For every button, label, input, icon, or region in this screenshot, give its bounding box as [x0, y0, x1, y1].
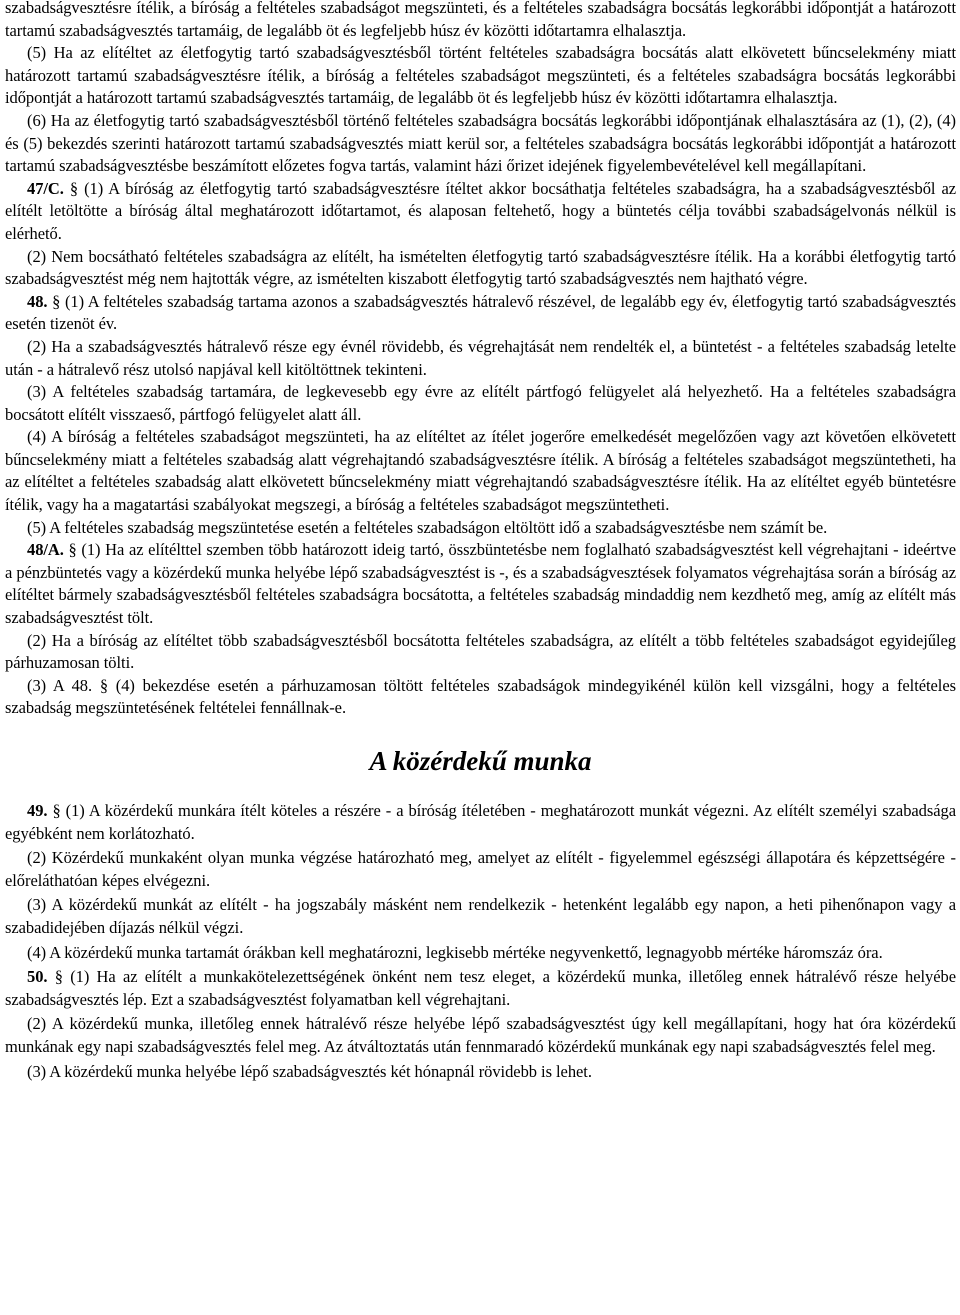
paragraph — [5, 110, 956, 178]
text-block-top — [5, 0, 956, 720]
paragraph — [5, 894, 956, 939]
paragraph-text: (5) Ha az elítéltet az életfogytig tartó szabadságvesztésből történt feltételes szabadságra bocsátás alatt elkövetett bűncselekmény miatt határozott tartamú szabadságvesztésre ítélik, a bíróság a feltételes szabadságot megszünteti, és a feltételes szabadságra bocsátás legkorábbi időpontját a határozott tartamú szabadságvesztés tartamáig, de legalább öt és legfeljebb húsz év közötti időtartamra elhalasztja. — [5, 43, 956, 108]
paragraph-text: (2) Közérdekű munkaként olyan munka végzése határozható meg, amelyet az elítélt - figyelemmel egészségi állapotára és képzettségére - előreláthatóan képes elvégezni. — [5, 848, 956, 890]
paragraph — [5, 517, 956, 540]
paragraph — [5, 942, 956, 965]
paragraph — [5, 539, 956, 629]
section-number: 48/A. — [27, 540, 64, 560]
paragraph-text: (2) Nem bocsátható feltételes szabadságra az elítélt, ha ismételten életfogytig tartó szabadságvesztésre ítélik. Ha a korábbi életfogytig tartó szabadságvesztést még nem hajtották végre, az ismételten kiszabott életfogytig tartó szabadságvesztés nem hajtható végre. — [5, 246, 956, 289]
paragraph-text: (4) A bíróság a feltételes szabadságot megszünteti, ha az elítéltet az ítélet jogerőre emelkedését megelőzően vagy azt követően elkövetett bűncselekmény miatt a feltételes szabadság alatt végrehajtandó szabadságvesztésre ítélik. A bíróság a feltételes szabadságot megszüntetheti, ha az elítéltet a feltételes szabadság alatt elkövetett bűncselekmény miatt végrehajtandó szabadságvesztésre ítélik. Ha az elítéltet egyéb büntetésre ítélik, vagy ha a magatartási szabályokat megszegi, a bíróság a feltételes szabadságot megszüntetheti. — [5, 427, 956, 515]
paragraph — [5, 246, 956, 291]
paragraph — [5, 1061, 956, 1084]
section-heading: A közérdekű munka — [369, 746, 592, 776]
paragraph — [5, 0, 956, 42]
paragraph-text: (5) A feltételes szabadság megszüntetése esetén a feltételes szabadságon eltöltött idő a szabadságvesztésbe nem számít be. — [27, 517, 828, 537]
paragraph-text: § (1) Ha az elítélt a munkakötelezettségének önként nem tesz eleget, a közérdekű munka, illetőleg ennek hátralévő része helyébe szabadságvesztés lép. Ezt a szabadságvesztést folyamatban kell végrehajtani. — [5, 967, 956, 1009]
paragraph-text: (3) A közérdekű munka helyébe lépő szabadságvesztés két hónapnál rövidebb is lehet. — [27, 1061, 592, 1081]
paragraph — [5, 426, 956, 516]
paragraph — [5, 675, 956, 720]
section-number: 49. — [27, 801, 48, 820]
paragraph — [5, 336, 956, 381]
paragraph — [5, 381, 956, 426]
paragraph-text: § (1) A bíróság az életfogytig tartó szabadságvesztésre ítéltet akkor bocsáthatja feltételes szabadságra, ha a szabadságvesztésből az elítélt letöltötte a bíróság által meghatározott időtartamot, és alaposan feltehető, hogy a büntetés célja további szabadságelvonás nélkül is elérhető. — [5, 178, 956, 243]
paragraph-text: (6) Ha az életfogytig tartó szabadságvesztésből történő feltételes szabadságra bocsátás legkorábbi időpontjának elhalasztására az (1), (2), (4) és (5) bekezdés szerinti határozott tartamú szabadságvesztés miatt kerül sor, a feltételes szabadságra bocsátás legkorábbi időpontját a határozott tartamú szabadságvesztésbe beszámított előzetes fogva tartás, valamint házi őrizet idejének figyelembevételével kell megállapítani. — [5, 110, 956, 176]
paragraph-text: § (1) A feltételes szabadság tartama azonos a szabadságvesztés hátralevő részével, de legalább egy év, életfogytig tartó szabadságvesztés esetén tizenöt év. — [5, 291, 956, 334]
paragraph — [5, 966, 956, 1011]
text-block-bottom — [5, 800, 956, 1083]
paragraph — [5, 800, 956, 845]
paragraph-text: (3) A közérdekű munkát az elítélt - ha jogszabály másként nem rendelkezik - hetenként legalább egy napon, a heti pihenőnapon vagy a szabadidejében díjazás nélkül végzi. — [5, 895, 956, 937]
section-number: 48. — [27, 291, 48, 311]
paragraph-text: (3) A feltételes szabadság tartamára, de legkevesebb egy évre az elítélt pártfogó felügyelet alá helyezhető. Ha a feltételes szabadságra bocsátott elítélt visszaeső, pártfogó felügyelet alatt áll. — [5, 382, 956, 424]
paragraph-text: (3) A 48. § (4) bekezdése esetén a párhuzamosan töltött feltételes szabadságok mindegyikénél külön kell vizsgálni, hogy a feltételes szabadság megszüntetésének feltételei fennállnak-e. — [5, 675, 956, 718]
paragraph — [5, 291, 956, 336]
paragraph — [5, 847, 956, 892]
paragraph — [5, 1013, 956, 1058]
paragraph-text: (2) A közérdekű munka, illetőleg ennek hátralévő része helyébe lépő szabadságvesztést úgy kell megállapítani, hogy hat óra közérdekű munkának egy napi szabadságvesztés felel meg. Az átváltoztatás után fennmaradó közérdekű munkának egy napi szabadságvesztés felel meg. — [5, 1014, 956, 1056]
paragraph-text: § (1) Ha az elítélttel szemben több határozott ideig tartó, összbüntetésbe nem foglalható szabadságvesztést kell végrehajtani - ideértve a pénzbüntetés vagy a közérdekű munka helyébe lépő szabadságvesztést is -, és a szabadságvesztések folyamatos végrehajtása során a bíróság az elítéltet bármely szabadságvesztésből feltételes szabadságra bocsátotta, a feltételes szabadság mindaddig nem kezdhető meg, amíg az elítélt más szabadságvesztést tölt. — [5, 540, 956, 628]
paragraph-text: (4) A közérdekű munka tartamát órákban kell meghatározni, legkisebb mértéke negyvenkettő, legnagyobb mértéke háromszáz óra. — [27, 942, 883, 962]
section-number: 50. — [27, 967, 48, 987]
paragraph — [5, 42, 956, 110]
paragraph-text: § (1) A közérdekű munkára ítélt köteles a részére - a bíróság ítéletében - meghatározott munkát végezni. Az elítélt személyi szabadsága egyébként nem korlátozható. — [5, 801, 956, 843]
paragraph — [5, 630, 956, 675]
paragraph-text: (2) Ha a bíróság az elítéltet több szabadságvesztésből bocsátotta feltételes szabadságra, az elítélt a több feltételes szabadságot egyidejűleg párhuzamosan tölti. — [5, 630, 956, 673]
section-number: 47/C. — [27, 178, 64, 198]
paragraph — [5, 178, 956, 246]
paragraph-text: (2) Ha a szabadságvesztés hátralevő része egy évnél rövidebb, és végrehajtását nem rendelték el, a büntetést - a feltételes szabadság letelte után - a hátralevő rész utolsó napjával kell kitöltöttnek tekinteni. — [5, 336, 956, 379]
paragraph-text: szabadságvesztésre ítélik, a bíróság a feltételes szabadságot megszünteti, és a feltételes szabadságra bocsátás legkorábbi időpontját a határozott tartamú szabadságvesztés tartamáig, de legalább öt és legfeljebb húsz év közötti időtartamra elhalasztja. — [5, 0, 956, 40]
